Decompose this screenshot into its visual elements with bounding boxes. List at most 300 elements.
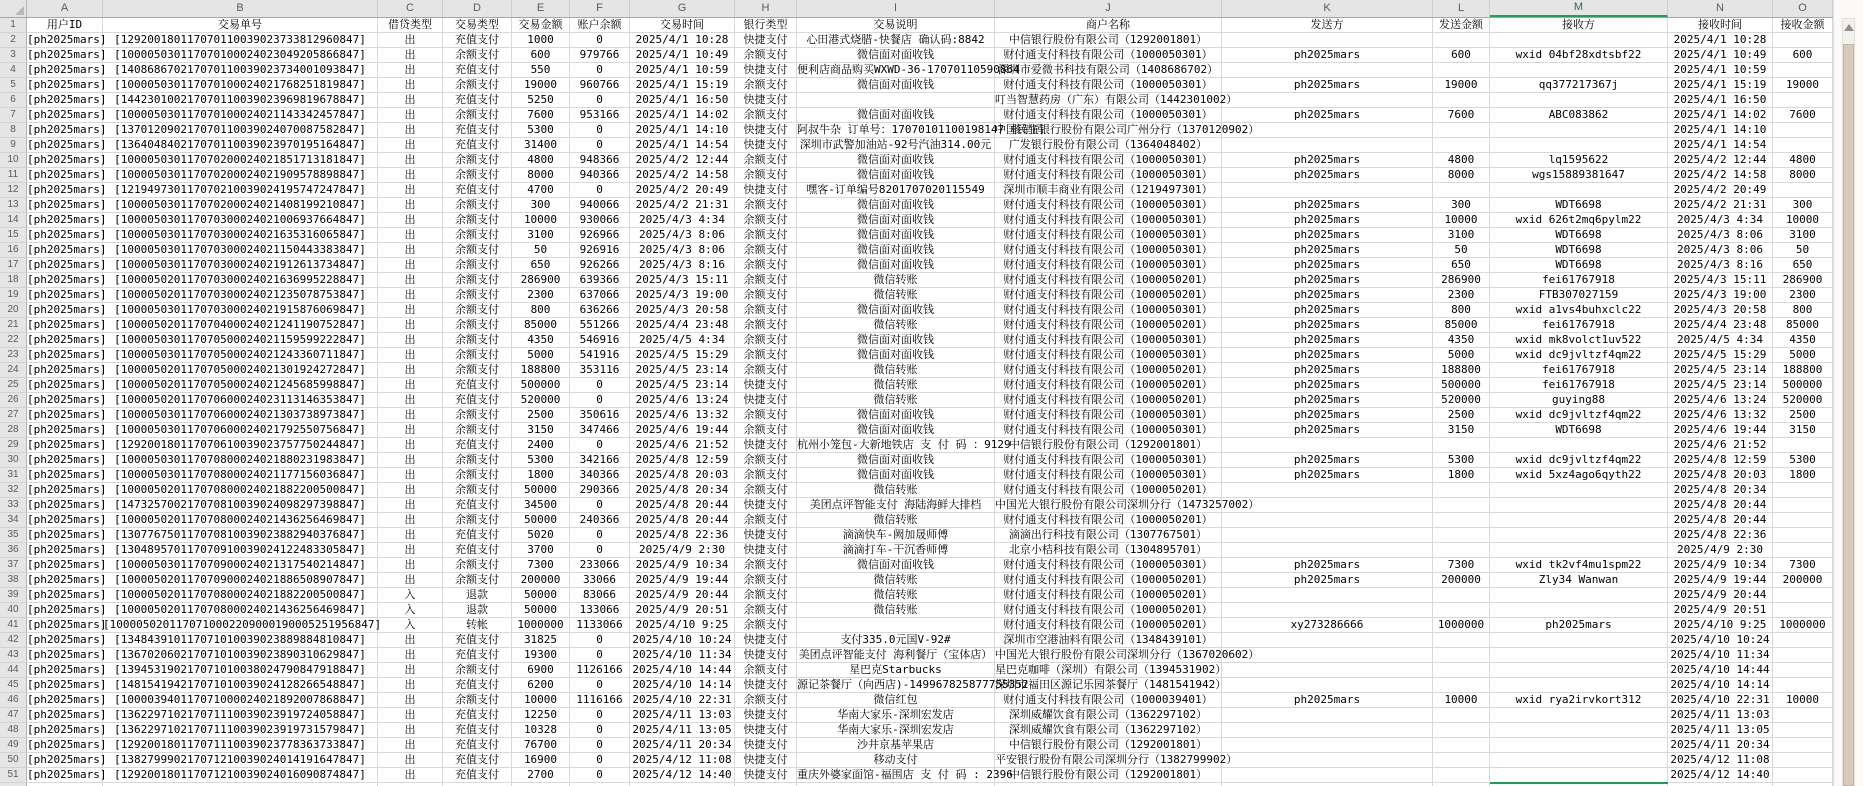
cell-A28[interactable]: [ph2025mars] [27,423,107,436]
cell-L40[interactable] [1433,603,1490,618]
cell-K11[interactable]: ph2025mars [1222,168,1433,183]
cell-D33[interactable]: 充值支付 [443,498,512,513]
cell-K37[interactable]: ph2025mars [1222,558,1433,573]
cell-G25[interactable]: 2025/4/5 23:14 [630,378,735,393]
cell-F41[interactable]: 1133066 [570,618,630,633]
cell-I13[interactable]: 微信面对面收钱 [797,198,995,213]
cell-C27[interactable]: 出 [378,408,443,423]
cell-B39[interactable]: [100005020117070800024021882200500847] [103,588,378,603]
cell-B27[interactable]: [100005030117070600024021303738973847] [103,408,378,423]
cell-J29[interactable]: 中信银行股份有限公司（1292001801） [995,438,1222,453]
cell-N38[interactable]: 2025/4/9 19:44 [1668,573,1773,588]
cell-D51[interactable]: 充值支付 [443,768,512,783]
cell-H44[interactable]: 余额支付 [735,663,797,678]
row-header-43[interactable]: 43 [0,648,27,663]
cell-J43[interactable]: 中国光大银行股份有限公司深圳分行（1367020602） [995,648,1260,661]
cell-K25[interactable]: ph2025mars [1222,378,1433,393]
row-header-47[interactable]: 47 [0,708,27,723]
cell-A36[interactable]: [ph2025mars] [27,543,107,556]
cell-G16[interactable]: 2025/4/3 8:06 [630,243,735,258]
cell-G5[interactable]: 2025/4/1 15:19 [630,78,735,93]
cell-L2[interactable] [1433,33,1490,48]
cell-A8[interactable]: [ph2025mars] [27,123,107,136]
row-header-48[interactable]: 48 [0,723,27,738]
cell-N39[interactable]: 2025/4/9 20:44 [1668,588,1773,603]
row-header-39[interactable]: 39 [0,588,27,603]
cell-I28[interactable]: 微信面对面收钱 [797,423,995,438]
cell-B49[interactable]: [129200180117071110039023778363733847] [103,738,378,753]
cell-H17[interactable]: 余额支付 [735,258,797,273]
cell-I36[interactable]: 滴滴打车-干沉香师傅 [797,543,995,558]
cell-M10[interactable]: lq1595622 [1490,153,1668,168]
cell-A46[interactable]: [ph2025mars] [27,693,107,706]
cell-B44[interactable]: [139453190217071010038024790847918847] [103,663,378,678]
cell-D28[interactable]: 余额支付 [443,423,512,438]
cell-H5[interactable]: 余额支付 [735,78,797,93]
cell-D20[interactable]: 余额支付 [443,303,512,318]
cell-C6[interactable]: 出 [378,93,443,108]
cell-C48[interactable]: 出 [378,723,443,738]
cell-O18[interactable]: 286900 [1773,273,1833,288]
cell-L28[interactable]: 3150 [1433,423,1490,438]
cell-B31[interactable]: [100005030117070800024021177156036847] [103,468,378,483]
cell-H40[interactable]: 余额支付 [735,603,797,618]
cell-K16[interactable]: ph2025mars [1222,243,1433,258]
cell-B38[interactable]: [100005020117070900024021886508907847] [103,573,378,588]
cell-E31[interactable]: 1800 [512,468,570,483]
cell-D3[interactable]: 余额支付 [443,48,512,63]
row-header-46[interactable]: 46 [0,693,27,708]
cell-E51[interactable]: 2700 [512,768,570,783]
cell-C18[interactable]: 出 [378,273,443,288]
row-header-38[interactable]: 38 [0,573,27,588]
cell-J14[interactable]: 财付通支付科技有限公司（1000050301） [995,213,1222,228]
cell-K49[interactable] [1222,738,1433,753]
cell-E35[interactable]: 5020 [512,528,570,543]
cell-H18[interactable]: 余额支付 [735,273,797,288]
cell-L46[interactable]: 10000 [1433,693,1490,708]
cell-H32[interactable]: 余额支付 [735,483,797,498]
cell-B37[interactable]: [100005030117070900024021317540214847] [103,558,378,573]
row-header-16[interactable]: 16 [0,243,27,258]
cell-E23[interactable]: 5000 [512,348,570,363]
cell-C16[interactable]: 出 [378,243,443,258]
cell-O20[interactable]: 800 [1773,303,1833,318]
cell-N29[interactable]: 2025/4/6 21:52 [1668,438,1773,453]
cell-C24[interactable]: 出 [378,363,443,378]
cell-I20[interactable]: 微信面对面收钱 [797,303,995,318]
cell-H45[interactable]: 快捷支付 [735,678,797,693]
cell-E49[interactable]: 76700 [512,738,570,753]
cell-F22[interactable]: 546916 [570,333,630,348]
select-all-corner[interactable] [0,0,27,17]
cell-L31[interactable]: 1800 [1433,468,1490,483]
cell-H24[interactable]: 余额支付 [735,363,797,378]
cell-D25[interactable]: 充值支付 [443,378,512,393]
cell-H48[interactable]: 快捷支付 [735,723,797,738]
cell-J42[interactable]: 深圳市空港油料有限公司（1348439101） [995,633,1222,648]
cell-B28[interactable]: [100005030117070600024021792550756847] [103,423,378,438]
cell-O44[interactable] [1773,663,1833,678]
cell-N2[interactable]: 2025/4/1 10:28 [1668,33,1773,48]
cell-O46[interactable]: 10000 [1773,693,1833,708]
cell-J8[interactable]: 中国民生银行股份有限公司广州分行（1370120902） [995,123,1260,136]
cell-F10[interactable]: 948366 [570,153,630,168]
cell-H6[interactable]: 快捷支付 [735,93,797,108]
cell-J25[interactable]: 财付通支付科技有限公司（1000050201） [995,378,1222,393]
cell-F21[interactable]: 551266 [570,318,630,333]
row-header-44[interactable]: 44 [0,663,27,678]
cell-I37[interactable]: 微信面对面收钱 [797,558,995,573]
cell-H42[interactable]: 快捷支付 [735,633,797,648]
row-header-30[interactable]: 30 [0,453,27,468]
cell-J30[interactable]: 财付通支付科技有限公司（1000050301） [995,453,1222,468]
cell-C50[interactable]: 出 [378,753,443,768]
row-header-28[interactable]: 28 [0,423,27,438]
cell-C41[interactable]: 入 [378,618,443,633]
cell-E10[interactable]: 4800 [512,153,570,168]
cell-A21[interactable]: [ph2025mars] [27,318,107,331]
cell-O40[interactable] [1773,603,1833,618]
cell-C2[interactable]: 出 [378,33,443,48]
cell-G37[interactable]: 2025/4/9 10:34 [630,558,735,573]
row-header-14[interactable]: 14 [0,213,27,228]
cell-D45[interactable]: 充值支付 [443,678,512,693]
cell-K18[interactable]: ph2025mars [1222,273,1433,288]
cell-N5[interactable]: 2025/4/1 15:19 [1668,78,1773,93]
cell-N48[interactable]: 2025/4/11 13:05 [1668,723,1773,738]
cell-E38[interactable]: 200000 [512,573,570,588]
cell-O26[interactable]: 520000 [1773,393,1833,408]
row-header-12[interactable]: 12 [0,183,27,198]
row-header-49[interactable]: 49 [0,738,27,753]
header-cell-B1[interactable]: 交易单号 [103,18,378,33]
cell-B29[interactable]: [129200180117070610039023757750244847] [103,438,378,453]
cell-B32[interactable]: [100005020117070800024021882200500847] [103,483,378,498]
cell-O48[interactable] [1773,723,1833,738]
cell-A19[interactable]: [ph2025mars] [27,288,107,301]
header-cell-C1[interactable]: 借贷类型 [378,18,443,33]
cell-H20[interactable]: 余额支付 [735,303,797,318]
cell-L10[interactable]: 4800 [1433,153,1490,168]
cell-I6[interactable] [797,93,995,108]
cell-N30[interactable]: 2025/4/8 12:59 [1668,453,1773,468]
cell-A14[interactable]: [ph2025mars] [27,213,107,226]
cell-G31[interactable]: 2025/4/8 20:03 [630,468,735,483]
cell-C26[interactable]: 出 [378,393,443,408]
cell-H14[interactable]: 余额支付 [735,213,797,228]
cell-N21[interactable]: 2025/4/4 23:48 [1668,318,1773,333]
cell-I39[interactable]: 微信转账 [797,588,995,603]
cell-F39[interactable]: 83066 [570,588,630,603]
cell-L24[interactable]: 188800 [1433,363,1490,378]
cell-B48[interactable]: [136229710217071110039023919731579847] [103,723,378,738]
cell-G40[interactable]: 2025/4/9 20:51 [630,603,735,618]
cell-L7[interactable]: 7600 [1433,108,1490,123]
cell-J17[interactable]: 财付通支付科技有限公司（1000050301） [995,258,1222,273]
cell-L39[interactable] [1433,588,1490,603]
cell-O51[interactable] [1773,768,1833,783]
cell-H38[interactable]: 余额支付 [735,573,797,588]
cell-O8[interactable] [1773,123,1833,138]
cell-K23[interactable]: ph2025mars [1222,348,1433,363]
cell-N13[interactable]: 2025/4/2 21:31 [1668,198,1773,213]
cell-C25[interactable]: 出 [378,378,443,393]
col-header-H[interactable]: H [735,0,797,17]
cell-L29[interactable] [1433,438,1490,453]
cell-H7[interactable]: 余额支付 [735,108,797,123]
cell-C39[interactable]: 入 [378,588,443,603]
cell-E7[interactable]: 7600 [512,108,570,123]
cell-B12[interactable]: [121949730117070210039024195747247847] [103,183,378,198]
cell-I29[interactable]: 杭州小笼包-大新地铁店 支 付 码 ：9129 [797,438,1011,451]
cell-K5[interactable]: ph2025mars [1222,78,1433,93]
cell-O37[interactable]: 7300 [1773,558,1833,573]
cell-G21[interactable]: 2025/4/4 23:48 [630,318,735,333]
cell-A38[interactable]: [ph2025mars] [27,573,107,586]
cell-G44[interactable]: 2025/4/10 14:44 [630,663,735,678]
cell-G47[interactable]: 2025/4/11 13:03 [630,708,735,723]
cell-A2[interactable]: [ph2025mars] [27,33,107,46]
cell-I38[interactable]: 微信转账 [797,573,995,588]
cell-J13[interactable]: 财付通支付科技有限公司（1000050301） [995,198,1222,213]
cell-M45[interactable] [1490,678,1668,693]
cell-M18[interactable]: fei61767918 [1490,273,1668,288]
cell-D42[interactable]: 充值支付 [443,633,512,648]
cell-L30[interactable]: 5300 [1433,453,1490,468]
cell-C31[interactable]: 出 [378,468,443,483]
cell-M27[interactable]: wxid dc9jvltzf4qm22 [1490,408,1668,423]
cell-N6[interactable]: 2025/4/1 16:50 [1668,93,1773,108]
cell-K36[interactable] [1222,543,1433,558]
cell-H3[interactable]: 余额支付 [735,48,797,63]
cell-B36[interactable]: [130489570117070910039024122483305847] [103,543,378,558]
cell-A5[interactable]: [ph2025mars] [27,78,107,91]
cell-I45[interactable]: 源记茶餐厅（向西店)-149967825877755352 [797,678,1029,691]
cell-K33[interactable] [1222,498,1433,513]
cell-E36[interactable]: 3700 [512,543,570,558]
cell-H22[interactable]: 余额支付 [735,333,797,348]
cell-C32[interactable]: 出 [378,483,443,498]
col-header-M[interactable]: M [1490,0,1668,17]
cell-E8[interactable]: 5300 [512,123,570,138]
cell-M16[interactable]: WDT6698 [1490,243,1668,258]
cell-G43[interactable]: 2025/4/10 11:34 [630,648,735,663]
cell-C37[interactable]: 出 [378,558,443,573]
cell-B10[interactable]: [100005030117070200024021851713181847] [103,153,378,168]
cell-D13[interactable]: 余额支付 [443,198,512,213]
cell-J7[interactable]: 财付通支付科技有限公司（1000050301） [995,108,1222,123]
cell-E45[interactable]: 6200 [512,678,570,693]
cell-L6[interactable] [1433,93,1490,108]
cell-G35[interactable]: 2025/4/8 22:36 [630,528,735,543]
cell-N22[interactable]: 2025/4/5 4:34 [1668,333,1773,348]
cell-I25[interactable]: 微信转账 [797,378,995,393]
cell-N18[interactable]: 2025/4/3 15:11 [1668,273,1773,288]
cell-O35[interactable] [1773,528,1833,543]
cell-A27[interactable]: [ph2025mars] [27,408,107,421]
cell-M20[interactable]: wxid a1vs4buhxclc22 [1490,303,1668,318]
cell-D34[interactable]: 余额支付 [443,513,512,528]
row-header-3[interactable]: 3 [0,48,27,63]
cell-L4[interactable] [1433,63,1490,78]
cell-A45[interactable]: [ph2025mars] [27,678,107,691]
cell-B40[interactable]: [100005020117070800024021436256469847] [103,603,378,618]
cell-K50[interactable] [1222,753,1433,768]
cell-A39[interactable]: [ph2025mars] [27,588,107,601]
cell-O23[interactable]: 5000 [1773,348,1833,363]
cell-A12[interactable]: [ph2025mars] [27,183,107,196]
cell-J35[interactable]: 滴滴出行科技有限公司（1307767501） [995,528,1222,543]
cell-B9[interactable]: [136404840217070110039023970195164847] [103,138,378,153]
cell-A49[interactable]: [ph2025mars] [27,738,107,751]
cell-G46[interactable]: 2025/4/10 22:31 [630,693,735,708]
cell-G12[interactable]: 2025/4/2 20:49 [630,183,735,198]
cell-O15[interactable]: 3100 [1773,228,1833,243]
cell-C49[interactable]: 出 [378,738,443,753]
cell-B45[interactable]: [148154194217071010039024128266548847] [103,678,378,693]
cell-F36[interactable]: 0 [570,543,630,558]
cell-H4[interactable]: 快捷支付 [735,63,797,78]
cell-O45[interactable] [1773,678,1833,693]
cell-B3[interactable]: [100005030117070100024023049205866847] [103,48,378,63]
cell-D41[interactable]: 转帐 [443,618,512,633]
cell-B50[interactable]: [138279990217071210039024014191647847] [103,753,378,768]
cell-D9[interactable]: 充值支付 [443,138,512,153]
cell-F3[interactable]: 979766 [570,48,630,63]
cell-H31[interactable]: 余额支付 [735,468,797,483]
cell-H27[interactable]: 余额支付 [735,408,797,423]
cell-H2[interactable]: 快捷支付 [735,33,797,48]
cell-O5[interactable]: 19000 [1773,78,1833,93]
cell-L17[interactable]: 650 [1433,258,1490,273]
cell-L23[interactable]: 5000 [1433,348,1490,363]
cell-L13[interactable]: 300 [1433,198,1490,213]
cell-N9[interactable]: 2025/4/1 14:54 [1668,138,1773,153]
cell-A22[interactable]: [ph2025mars] [27,333,107,346]
cell-M36[interactable] [1490,543,1668,558]
cell-G34[interactable]: 2025/4/8 20:44 [630,513,735,528]
cell-G9[interactable]: 2025/4/1 14:54 [630,138,735,153]
cell-D26[interactable]: 充值支付 [443,393,512,408]
cell-M29[interactable] [1490,438,1668,453]
cell-E9[interactable]: 31400 [512,138,570,153]
row-header-18[interactable]: 18 [0,273,27,288]
cell-G23[interactable]: 2025/4/5 15:29 [630,348,735,363]
cell-D23[interactable]: 余额支付 [443,348,512,363]
cell-N40[interactable]: 2025/4/9 20:51 [1668,603,1773,618]
cell-H34[interactable]: 余额支付 [735,513,797,528]
cell-E30[interactable]: 5300 [512,453,570,468]
cell-L14[interactable]: 10000 [1433,213,1490,228]
cell-O32[interactable] [1773,483,1833,498]
cell-E18[interactable]: 286900 [512,273,570,288]
cell-L33[interactable] [1433,498,1490,513]
cell-F26[interactable]: 0 [570,393,630,408]
cell-D27[interactable]: 余额支付 [443,408,512,423]
cell-K3[interactable]: ph2025mars [1222,48,1433,63]
cell-I14[interactable]: 微信面对面收钱 [797,213,995,228]
cell-H30[interactable]: 余额支付 [735,453,797,468]
cell-H46[interactable]: 余额支付 [735,693,797,708]
cell-O41[interactable]: 1000000 [1773,618,1833,633]
cell-M24[interactable]: fei61767918 [1490,363,1668,378]
cell-F25[interactable]: 0 [570,378,630,393]
cell-C12[interactable]: 出 [378,183,443,198]
col-header-B[interactable]: B [103,0,378,17]
cell-M3[interactable]: wxid 04bf28xdtsbf22 [1490,48,1668,63]
cell-K4[interactable] [1222,63,1433,78]
cell-F34[interactable]: 240366 [570,513,630,528]
cell-M40[interactable] [1490,603,1668,618]
cell-M9[interactable] [1490,138,1668,153]
cell-C13[interactable]: 出 [378,198,443,213]
cell-D24[interactable]: 余额支付 [443,363,512,378]
cell-N44[interactable]: 2025/4/10 14:44 [1668,663,1773,678]
row-header-51[interactable]: 51 [0,768,27,783]
cell-L20[interactable]: 800 [1433,303,1490,318]
cell-N19[interactable]: 2025/4/3 19:00 [1668,288,1773,303]
cell-M23[interactable]: wxid dc9jvltzf4qm22 [1490,348,1668,363]
cell-N7[interactable]: 2025/4/1 14:02 [1668,108,1773,123]
cell-K13[interactable]: ph2025mars [1222,198,1433,213]
cell-B8[interactable]: [137012090217070110039024070087582847] [103,123,378,138]
cell-A43[interactable]: [ph2025mars] [27,648,107,661]
cell-C7[interactable]: 出 [378,108,443,123]
cell-B20[interactable]: [100005030117070300024021915876069847] [103,303,378,318]
cell-A4[interactable]: [ph2025mars] [27,63,107,76]
cell-F32[interactable]: 290366 [570,483,630,498]
cell-H33[interactable]: 快捷支付 [735,498,797,513]
cell-A15[interactable]: [ph2025mars] [27,228,107,241]
cell-F28[interactable]: 347466 [570,423,630,438]
cell-M14[interactable]: wxid 626t2mq6pylm22 [1490,213,1668,228]
cell-D39[interactable]: 退款 [443,588,512,603]
cell-C43[interactable]: 出 [378,648,443,663]
cell-E2[interactable]: 1000 [512,33,570,48]
cell-E44[interactable]: 6900 [512,663,570,678]
cell-J20[interactable]: 财付通支付科技有限公司（1000050301） [995,303,1222,318]
cell-K46[interactable]: ph2025mars [1222,693,1433,708]
cell-J21[interactable]: 财付通支付科技有限公司（1000050201） [995,318,1222,333]
cell-C3[interactable]: 出 [378,48,443,63]
header-cell-J1[interactable]: 商户名称 [995,18,1222,33]
cell-I24[interactable]: 微信转账 [797,363,995,378]
cell-L50[interactable] [1433,753,1490,768]
cell-F42[interactable]: 0 [570,633,630,648]
cell-C45[interactable]: 出 [378,678,443,693]
col-header-K[interactable]: K [1222,0,1433,17]
cell-F20[interactable]: 636266 [570,303,630,318]
cell-K2[interactable] [1222,33,1433,48]
cell-C11[interactable]: 出 [378,168,443,183]
cell-D17[interactable]: 余额支付 [443,258,512,273]
cell-O12[interactable] [1773,183,1833,198]
row-header-37[interactable]: 37 [0,558,27,573]
cell-L42[interactable] [1433,633,1490,648]
cell-H41[interactable]: 余额支付 [735,618,797,633]
cell-B26[interactable]: [100005020117070600024023113146353847] [103,393,378,408]
cell-C8[interactable]: 出 [378,123,443,138]
cell-I22[interactable]: 微信面对面收钱 [797,333,995,348]
cell-K45[interactable] [1222,678,1433,693]
cell-G13[interactable]: 2025/4/2 21:31 [630,198,735,213]
col-header-D[interactable]: D [443,0,512,17]
cell-D30[interactable]: 余额支付 [443,453,512,468]
cell-G17[interactable]: 2025/4/3 8:16 [630,258,735,273]
cell-F27[interactable]: 350616 [570,408,630,423]
cell-F8[interactable]: 0 [570,123,630,138]
